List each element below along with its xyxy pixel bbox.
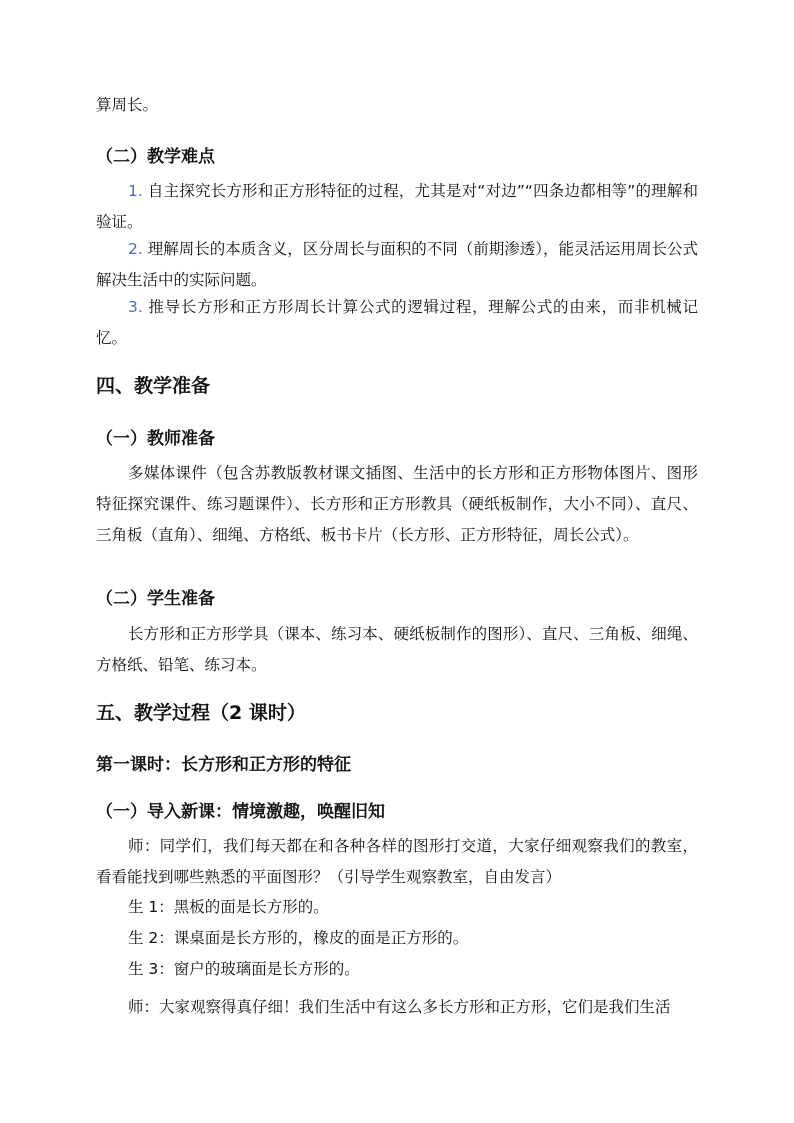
teacher-prep-text: 多媒体课件（包含苏教版教材课文插图、生活中的长方形和正方形物体图片、图形特征探究课件、练习题课件）、长方形和正方形教具（硬纸板制作，大小不同）、直尺、三角板（直角）、细绳、方格纸、板书卡片（长方形、正方形特征，周长公式）。 [96,464,698,544]
lesson-heading: 第一课时：长方形和正方形的特征 [96,755,351,775]
difficulty-heading: （二）教学难点 [96,147,215,167]
dialogue-line: 师：同学们，我们每天都在和各种各样的图形打交道，大家仔细观察我们的教室，看看能找到哪些熟悉的平面图形？（引导学生观察教室，自由发言） [96,837,698,886]
item-text: 自主探究长方形和正方形特征的过程，尤其是对“对边”“四条边都相等”的理解和验证。 [96,182,699,231]
intro-tail-paragraph: 算周长。 [96,96,159,114]
student-prep-heading: （二）学生准备 [96,589,215,609]
dialogue-line: 师：大家观察得真仔细！我们生活中有这么多长方形和正方形，它们是我们生活 [128,998,671,1016]
prep-heading: 四、教学准备 [96,375,211,397]
teacher-prep-heading: （一）教师准备 [96,429,215,449]
item-number: 3. [128,298,143,316]
item-text: 推导长方形和正方形周长计算公式的逻辑过程，理解公式的由来，而非机械记忆。 [96,298,698,347]
student-prep-text: 长方形和正方形学具（课本、练习本、硬纸板制作的图形）、直尺、三角板、细绳、方格纸、铅笔、练习本。 [96,625,698,674]
item-text: 理解周长的本质含义，区分周长与面积的不同（前期渗透），能灵活运用周长公式解决生活中的实际问题。 [96,240,698,289]
difficulty-item-3 [96,292,698,354]
dialogue-line: 生 1：黑板的面是长方形的。 [128,898,329,916]
dialogue-line: 生 2：课桌面是长方形的，橡皮的面是正方形的。 [128,929,469,947]
item-number: 1. [128,182,143,200]
section-heading: （一）导入新课：情境激趣，唤醒旧知 [96,802,385,822]
difficulty-item-1 [96,176,698,238]
process-heading: 五、教学过程（2 课时） [96,702,306,724]
dialogue-line: 生 3：窗户的玻璃面是长方形的。 [128,960,360,978]
difficulty-item-2 [96,234,698,296]
item-number: 2. [128,240,143,258]
